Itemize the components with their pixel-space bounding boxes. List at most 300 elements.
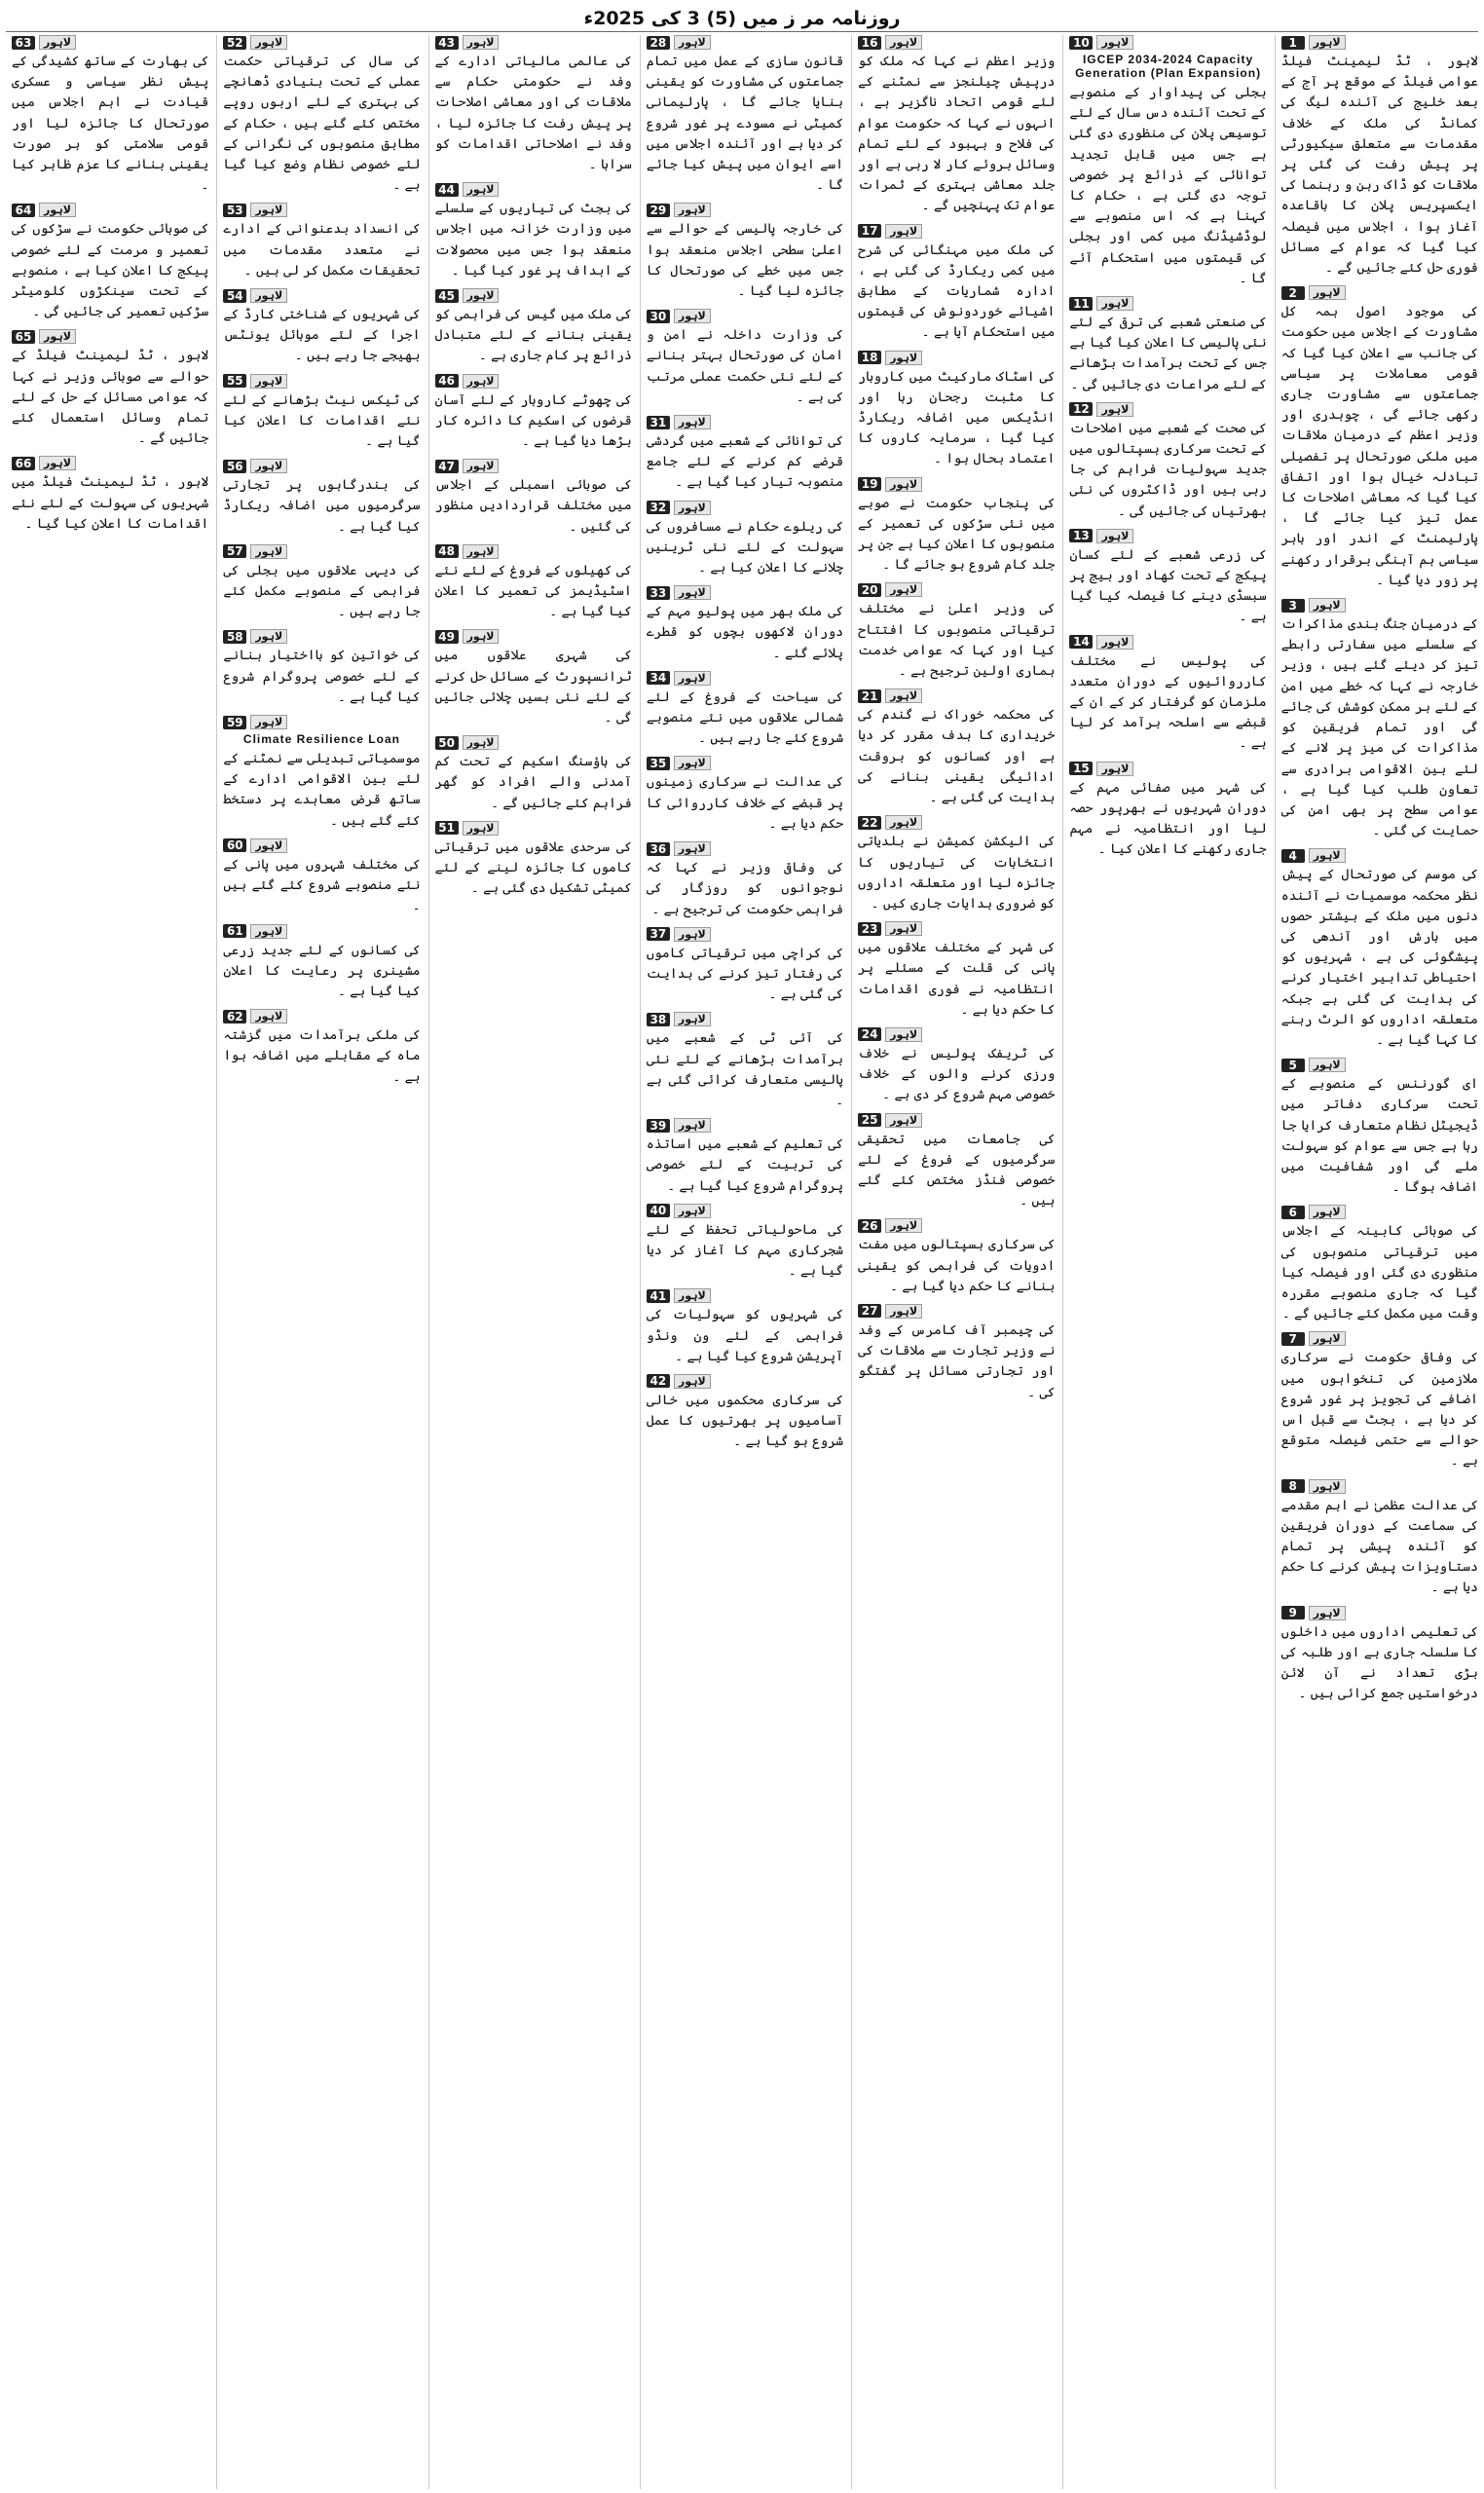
city-tag: لاہور: [463, 374, 500, 389]
news-body: کی عدالت نے سرکاری زمینوں پر قبضے کے خلاف کارروائی کا حکم دیا ہے ۔: [646, 774, 844, 832]
news-item: [1281, 1331, 1478, 1471]
news-body: کی بندرگاہوں پر تجارتی سرگرمیوں میں اضافہ ریکارڈ کیا گیا ہے ۔: [223, 477, 421, 535]
masthead: [6, 6, 1478, 32]
item-number-badge: 11: [1069, 297, 1093, 311]
item-number-badge: 57: [223, 544, 246, 558]
city-tag: لاہور: [674, 585, 711, 600]
news-body: کی بجٹ کی تیاریوں کے سلسلے میں وزارت خزانہ میں اجلاس منعقد ہوا جس میں محصولات کے اہداف پر غور کیا گیا ۔: [434, 201, 632, 279]
item-number-badge: 39: [647, 1119, 670, 1133]
news-item-header: [858, 921, 1055, 936]
city-tag: لاہور: [250, 924, 287, 939]
city-tag: لاہور: [674, 1288, 711, 1303]
news-body: کی وزیر اعلیٰ نے مختلف ترقیاتی منصوبوں کا افتتاح کیا اور کہا کہ عوامی خدمت ہماری اولین ترجیح ہے ۔: [858, 601, 1056, 680]
news-body: بجلی کی پیداوار کے منصوبے کے تحت آئندہ دس سال کے لئے توسیعی پلان کی منظوری دی گئی ہے جس میں قابل تجدید توانائی کے ذرائع پر خصوصی توجہ دی گئی ہے ، حکام کا کہنا ہے کہ اس منصوبے سے لوڈشیڈنگ میں کمی اور بجلی کی قیمتوں میں استحکام آئے گا ۔: [1069, 85, 1267, 286]
news-item: [1281, 1058, 1478, 1198]
news-item: [1069, 762, 1266, 861]
news-item: [647, 203, 843, 302]
city-tag: لاہور: [1096, 402, 1133, 417]
news-body: کی بھارت کے ساتھ کشیدگی کے پیش نظر سیاسی و عسکری قیادت نے اہم اجلاس میں صورتحال کا جائزہ لیا اور قومی سلامتی کو ہر صورت یقینی بنانے کا عزم ظاہر کیا ۔: [12, 54, 209, 194]
news-item: [858, 815, 1055, 914]
news-body: کی مختلف شہروں میں پانی کے نئے منصوبے شروع کئے گئے ہیں ۔: [223, 856, 421, 914]
item-number-badge: 19: [858, 477, 881, 491]
item-number-badge: 43: [435, 36, 459, 50]
news-column: [640, 35, 843, 2489]
city-tag: لاہور: [463, 288, 500, 303]
news-item: [223, 203, 420, 281]
news-item-header: [1069, 296, 1266, 311]
city-tag: لاہور: [463, 182, 500, 197]
city-tag: لاہور: [674, 1374, 711, 1389]
city-tag: لاہور: [1096, 296, 1133, 311]
item-number-badge: 58: [223, 630, 246, 644]
item-number-badge: 9: [1281, 1606, 1305, 1619]
city-tag: لاہور: [1309, 1606, 1346, 1620]
news-item-header: [1069, 635, 1266, 650]
news-column: [6, 35, 208, 2489]
news-body: کی ہاؤسنگ اسکیم کے تحت کم آمدنی والے افراد کو گھر فراہم کئے جائیں گے ۔: [434, 754, 632, 811]
item-number-badge: 42: [647, 1374, 670, 1388]
item-number-badge: 62: [223, 1010, 246, 1023]
item-number-badge: 40: [647, 1204, 670, 1217]
news-body: کی سیاحت کے فروغ کے لئے شمالی علاقوں میں نئے منصوبے شروع کئے جا رہے ہیں ۔: [646, 688, 844, 747]
news-body: کی صحت کے شعبے میں اصلاحات کے تحت سرکاری ہسپتالوں میں جدید سہولیات فراہم کی جا رہی ہیں اور ڈاکٹروں کی نئی بھرتیاں کی جائیں گی ۔: [1069, 420, 1267, 519]
news-item-header: [12, 456, 208, 470]
item-number-badge: 65: [12, 330, 35, 344]
news-item: [1281, 35, 1478, 279]
news-item-header: [1069, 402, 1266, 417]
news-item-header: [435, 288, 632, 303]
news-item-header: [647, 756, 843, 770]
news-item-header: [223, 715, 420, 729]
news-item-header: [223, 1009, 420, 1023]
city-tag: لاہور: [1096, 529, 1133, 543]
news-item: [647, 585, 843, 664]
news-item: [12, 35, 208, 196]
news-item: [647, 1118, 843, 1197]
item-number-badge: 20: [858, 583, 881, 597]
news-item: [858, 1113, 1055, 1212]
city-tag: لاہور: [250, 1009, 287, 1023]
item-number-badge: 54: [223, 289, 246, 303]
city-tag: لاہور: [885, 921, 922, 936]
city-tag: لاہور: [885, 1218, 922, 1233]
news-item-header: [435, 459, 632, 473]
news-item-header: [1281, 1606, 1478, 1620]
news-body: کی کراچی میں ترقیاتی کاموں کی رفتار تیز کرنے کی ہدایت کی گئی ہے ۔: [646, 945, 844, 1003]
news-item-header: [1281, 1331, 1478, 1346]
city-tag: لاہور: [1309, 35, 1346, 50]
item-number-badge: 5: [1281, 1059, 1305, 1072]
news-item-header: [1281, 1479, 1478, 1494]
city-tag: لاہور: [1309, 285, 1346, 300]
city-tag: لاہور: [674, 203, 711, 217]
news-body: کی وفاقی وزیر نے کہا کہ نوجوانوں کو روزگار کی فراہمی حکومت کی ترجیح ہے ۔: [646, 860, 844, 917]
item-number-badge: 35: [647, 757, 670, 770]
news-item: [1281, 848, 1478, 1051]
news-item: [435, 544, 632, 623]
news-item: [858, 688, 1055, 808]
news-body: کی چھوٹے کاروبار کے لئے آسان قرضوں کی اسکیم کا دائرہ کار بڑھا دیا گیا ہے ۔: [434, 391, 632, 450]
item-number-badge: 22: [858, 816, 881, 830]
item-number-badge: 47: [435, 460, 459, 473]
news-item-header: [1069, 529, 1266, 543]
news-item: [223, 459, 420, 538]
city-tag: لاہور: [885, 35, 922, 50]
news-body: کی دیہی علاقوں میں بجلی کی فراہمی کے منصوبے مکمل کئے جا رہے ہیں ۔: [223, 562, 421, 620]
news-item: [435, 35, 632, 175]
city-tag: لاہور: [674, 309, 711, 323]
news-item-header: [858, 1113, 1055, 1128]
news-body: کی شہر میں صفائی مہم کے دوران شہریوں نے بھرپور حصہ لیا اور انتظامیہ نے مہم جاری رکھنے کا اعلان کیا ۔: [1069, 779, 1267, 858]
news-item: [858, 582, 1055, 682]
news-item-header: [647, 1118, 843, 1133]
news-body: کی ملک میں مہنگائی کی شرح میں کمی ریکارڈ کی گئی ہے ، ادارہ شماریات کے مطابق اشیائے خوردونوش کی قیمتوں میں استحکام آیا ہے ۔: [858, 242, 1056, 341]
news-body: کی شہری علاقوں میں ٹرانسپورٹ کے مسائل حل کرنے کے لئے نئی بسیں چلائی جائیں گی ۔: [434, 648, 632, 726]
city-tag: لاہور: [1309, 1205, 1346, 1219]
city-tag: لاہور: [1096, 635, 1133, 650]
news-item: [647, 841, 843, 920]
highlight-text: Climate Resilience Loan: [242, 732, 400, 747]
item-number-badge: 3: [1281, 599, 1305, 613]
item-number-badge: 52: [223, 36, 246, 50]
news-body: کی موجود اصول ہمہ کل مشاورت کے اجلاس میں حکومت کی جانب سے اعلان کیا گیا کہ قومی معاملات پر سیاسی جماعتوں سے مشاورت جاری رکھی جائے گی ، چوہدری اور وزیر اعظم کے درمیان ملاقات میں ملکی صورتحال پر تفصیلی تبادلہ خیال ہوا اور اتفاق کیا گیا کہ معاشی اصلاحات کا عمل تیز کیا جائے گا ، پارلیمنٹ کے اندر اور باہر سیاسی ہم آہنگی برقرار رکھنے پر زور دیا گیا ۔: [1280, 304, 1478, 588]
news-item-header: [1281, 848, 1478, 863]
news-item: [1069, 635, 1266, 755]
news-item-header: [858, 815, 1055, 830]
item-number-badge: 64: [12, 204, 35, 217]
news-item-header: [12, 203, 208, 217]
city-tag: لاہور: [674, 1204, 711, 1218]
news-item-header: [647, 415, 843, 429]
news-body: کی سرحدی علاقوں میں ترقیاتی کاموں کا جائزہ لینے کے لئے کمیٹی تشکیل دی گئی ہے ۔: [434, 838, 632, 897]
item-number-badge: 59: [223, 716, 246, 729]
news-item-header: [435, 374, 632, 389]
news-item-header: [858, 1027, 1055, 1042]
city-tag: لاہور: [39, 35, 76, 50]
news-item: [858, 921, 1055, 1021]
news-body: کی وفاقی حکومت نے سرکاری ملازمین کی تنخواہوں میں اضافے کی تجویز پر غور شروع کر دیا ہے ، بجٹ سے قبل اس حوالے سے حتمی فیصلہ متوقع ہے ۔: [1280, 1350, 1478, 1470]
news-item-header: [1069, 762, 1266, 776]
news-item: [435, 735, 632, 814]
item-number-badge: 61: [223, 924, 246, 938]
news-item-header: [647, 501, 843, 515]
news-body: لاہور ، ٹڈ لیمینٹ فیلڈ میں شہریوں کی سہولت کے لئے نئے اقدامات کا اعلان کیا گیا ۔: [12, 474, 209, 532]
news-item: [647, 1288, 843, 1367]
news-item: [858, 1027, 1055, 1106]
news-body: کی عالمی مالیاتی ادارے کے وفد نے حکومتی حکام سے ملاقات کی اور معاشی اصلاحات پر پیش رفت کا جائزہ لیا ، وفد نے اصلاحاتی اقدامات کو سراہا ۔: [434, 54, 632, 173]
item-number-badge: 12: [1069, 402, 1093, 416]
news-item-header: [435, 35, 632, 50]
news-body: کی توانائی کے شعبے میں گردشی قرضے کم کرنے کے لئے جامع منصوبہ تیار کیا گیا ہے ۔: [646, 433, 844, 491]
news-item-header: [1281, 598, 1478, 613]
news-column: [1275, 35, 1478, 2489]
item-number-badge: 45: [435, 289, 459, 303]
news-item-header: [858, 582, 1055, 597]
news-item: [435, 288, 632, 367]
city-tag: لاہور: [250, 838, 287, 853]
city-tag: لاہور: [463, 735, 500, 750]
news-item-header: [647, 35, 843, 50]
news-item: [647, 671, 843, 750]
city-tag: لاہور: [1096, 35, 1133, 50]
city-tag: لاہور: [250, 35, 287, 50]
city-tag: لاہور: [674, 927, 711, 942]
news-item: [223, 288, 420, 367]
news-item-header: [647, 1374, 843, 1389]
item-number-badge: 26: [858, 1219, 881, 1233]
news-item-header: [223, 459, 420, 473]
item-number-badge: 1: [1281, 36, 1305, 50]
news-item-header: [1281, 35, 1478, 50]
item-number-badge: 44: [435, 183, 459, 197]
city-tag: لاہور: [674, 841, 711, 856]
news-body: لاہور ، ٹڈ لیمینٹ فیلڈ کے حوالے سے صوبائی وزیر نے کہا کہ عوامی مسائل کے حل کے لئے تمام وسائل استعمال کئے جائیں گے ۔: [12, 348, 209, 447]
news-body: کی شہر کے مختلف علاقوں میں پانی کی قلت کے مسئلے پر انتظامیہ نے فوری اقدامات کا حکم دیا ہے ۔: [858, 940, 1056, 1018]
news-item-header: [647, 1204, 843, 1218]
item-number-badge: 13: [1069, 529, 1093, 542]
item-number-badge: 21: [858, 689, 881, 703]
news-item-header: [223, 374, 420, 389]
item-number-badge: 49: [435, 630, 459, 644]
news-body: کے درمیان جنگ بندی مذاکرات کے سلسلے میں سفارتی رابطے تیز کر دیئے گئے ہیں ، وزیر خارجہ نے کہا کہ خطے میں امن کے لئے ہر ممکن کوشش کی جائے گی اور تمام فریقین کو مذاکرات کی میز پر لانے کے لئے بین الاقوامی برادری سے تعاون طلب کیا گیا ہے ، عوامی سطح پر بھی امن کی حمایت کی گئی ۔: [1280, 616, 1478, 839]
news-item-header: [858, 224, 1055, 239]
item-number-badge: 16: [858, 36, 881, 50]
city-tag: لاہور: [463, 544, 500, 559]
item-number-badge: 60: [223, 838, 246, 852]
city-tag: لاہور: [885, 688, 922, 703]
news-body: کی ٹیکس نیٹ بڑھانے کے لئے نئے اقدامات کا اعلان کیا گیا ہے ۔: [223, 391, 421, 450]
news-item-header: [647, 1012, 843, 1026]
news-item: [858, 477, 1055, 577]
news-body: کی ملکی برآمدات میں گزشتہ ماہ کے مقابلے میں اضافہ ہوا ہے ۔: [223, 1027, 421, 1085]
item-number-badge: 34: [647, 671, 670, 685]
news-item: [12, 456, 208, 535]
news-body: کی صوبائی حکومت نے سڑکوں کی تعمیر و مرمت کے لئے خصوصی پیکج کا اعلان کیا ہے ، منصوبے کے تحت سینکڑوں کلومیٹر سڑکیں تعمیر کی جائیں گی ۔: [12, 221, 209, 320]
news-item-header: [858, 1304, 1055, 1319]
news-body: وزیر اعظم نے کہا کہ ملک کو درپیش چیلنجز سے نمٹنے کے لئے قومی اتحاد ناگزیر ہے ، انہوں نے کہا کہ حکومت عوام کی فلاح و بہبود کے لئے تمام وسائل بروئے کار لا رہی ہے اور جلد معاشی بہتری کے ثمرات عوام تک پہنچیں گے ۔: [858, 54, 1056, 214]
city-tag: لاہور: [885, 477, 922, 492]
news-body: کی شہریوں کے شناختی کارڈ کے اجرا کے لئے موبائل یونٹس بھیجے جا رہے ہیں ۔: [223, 307, 421, 364]
news-item: [647, 1204, 843, 1283]
item-number-badge: 38: [647, 1013, 670, 1026]
news-item-header: [647, 309, 843, 323]
city-tag: لاہور: [674, 415, 711, 429]
city-tag: لاہور: [885, 1304, 922, 1319]
news-item-header: [223, 35, 420, 50]
city-tag: لاہور: [463, 459, 500, 473]
news-body: کی پنجاب حکومت نے صوبے میں نئی سڑکوں کی تعمیر کے منصوبوں کا اعلان کیا ہے جن پر جلد کام شروع ہو جائے گا ۔: [858, 495, 1056, 574]
news-item: [223, 374, 420, 453]
city-tag: لاہور: [250, 288, 287, 303]
news-item: [647, 927, 843, 1006]
news-body: کی تعلیم کے شعبے میں اساتذہ کی تربیت کے لئے خصوصی پروگرام شروع کیا گیا ہے ۔: [646, 1136, 844, 1194]
city-tag: لاہور: [674, 1012, 711, 1026]
item-number-badge: 10: [1069, 36, 1093, 50]
item-number-badge: 53: [223, 204, 246, 217]
news-item: [1281, 598, 1478, 841]
news-item: [1281, 285, 1478, 591]
item-number-badge: 29: [647, 204, 670, 217]
news-item: [223, 1009, 420, 1088]
news-item-header: [1281, 285, 1478, 300]
news-column: [428, 35, 632, 2489]
item-number-badge: 36: [647, 842, 670, 856]
item-number-badge: 25: [858, 1113, 881, 1127]
city-tag: لاہور: [674, 1118, 711, 1133]
news-item-header: [435, 544, 632, 559]
item-number-badge: 30: [647, 310, 670, 323]
news-body: کی ٹریفک پولیس نے خلاف ورزی کرنے والوں کے خلاف خصوصی مہم شروع کر دی ہے ۔: [858, 1045, 1056, 1103]
news-item-header: [435, 735, 632, 750]
item-number-badge: 18: [858, 351, 881, 364]
city-tag: لاہور: [674, 671, 711, 686]
news-item-header: [858, 351, 1055, 365]
news-body: قانون سازی کے عمل میں تمام جماعتوں کی مشاورت کو یقینی بنایا جائے گا ، پارلیمانی کمیٹی نے مسودے پر غور شروع کر دیا ہے اور آئندہ اجلاس میں اسے ایوان میں پیش کیا جائے گا ۔: [646, 54, 844, 194]
city-tag: لاہور: [885, 1113, 922, 1128]
news-item: [435, 182, 632, 281]
item-number-badge: 48: [435, 544, 459, 558]
news-item: [435, 459, 632, 538]
news-body: کی الیکشن کمیشن نے بلدیاتی انتخابات کی تیاریوں کا جائزہ لیا اور متعلقہ اداروں کو ضروری ہدایات جاری کیں ۔: [858, 834, 1056, 912]
news-body: کی کسانوں کے لئے جدید زرعی مشینری پر رعایت کا اعلان کیا گیا ہے ۔: [223, 942, 421, 999]
news-item: [1281, 1479, 1478, 1599]
news-body: کی چیمبر آف کامرس کے وفد نے وزیر تجارت سے ملاقات کی اور تجارتی مسائل پر گفتگو کی ۔: [858, 1321, 1056, 1400]
item-number-badge: 41: [647, 1289, 670, 1303]
news-body: کی موسم کی صورتحال کے پیش نظر محکمہ موسمیات نے آئندہ دنوں میں ملک کے بیشتر حصوں میں بارش اور آندھی کی پیشگوئی کی ہے ، شہریوں کو احتیاطی تدابیر اختیار کرنے کی ہدایت کی گئی ہے جبکہ متعلقہ اداروں کو الرٹ رہنے کا کہا گیا ہے ۔: [1280, 867, 1478, 1048]
news-body: کی محکمہ خوراک نے گندم کی خریداری کا ہدف مقرر کر دیا ہے اور کسانوں کو بروقت ادائیگی یقینی بنانے کی ہدایت کی گئی ہے ۔: [858, 707, 1056, 806]
item-number-badge: 37: [647, 927, 670, 941]
news-item-header: [223, 544, 420, 559]
city-tag: لاہور: [250, 374, 287, 389]
news-item-header: [223, 288, 420, 303]
news-item: [858, 224, 1055, 344]
news-item: [1069, 35, 1266, 289]
news-item: [647, 309, 843, 408]
news-item-header: [223, 838, 420, 853]
news-body: کی زرعی شعبے کے لئے کسان پیکج کے تحت کھاد اور بیج پر سبسڈی دینے کا فیصلہ کیا گیا ہے ۔: [1069, 546, 1267, 625]
news-item: [1281, 1205, 1478, 1324]
item-number-badge: 66: [12, 457, 35, 470]
news-item: [223, 629, 420, 708]
news-item: [1069, 529, 1266, 628]
news-item-header: [858, 477, 1055, 492]
news-body: لاہور ، ٹڈ لیمینٹ فیلڈ عوامی فیلڈ کے موقع پر آج کے بعد خلیج کی آئندہ لیگ کی کمانڈ کی ملک کے خلاف مقدمات سے متعلق سیکیورٹی پر پیش رفت کی گئی پر ملاقات کو ڈاک رہن و رہنما کی ایکسپریس پلان کا باقاعدہ آغاز ہوا ، اجلاس میں فیصلہ کیا گیا کہ عوام کے مسائل فوری حل کئے جائیں گے ۔: [1280, 54, 1478, 277]
news-body: کی عدالت عظمیٰ نے اہم مقدمے کی سماعت کے دوران فریقین کو آئندہ پیشی پر تمام دستاویزات پیش کرنے کا حکم دیا ہے ۔: [1280, 1497, 1478, 1596]
dateline: روزنامہ مر ز میں (5) 3 کی 2025ء: [583, 8, 901, 29]
item-number-badge: 32: [647, 501, 670, 514]
city-tag: لاہور: [674, 35, 711, 50]
news-body: کی ملک بھر میں پولیو مہم کے دوران لاکھوں بچوں کو قطرے پلائے گئے ۔: [646, 604, 844, 661]
item-number-badge: 63: [12, 36, 35, 50]
item-number-badge: 55: [223, 374, 246, 388]
news-item-header: [1281, 1058, 1478, 1072]
news-item-header: [647, 841, 843, 856]
city-tag: لاہور: [885, 224, 922, 239]
news-body: کی جامعات میں تحقیقی سرگرمیوں کے فروغ کے لئے خصوصی فنڈز مختص کئے گئے ہیں ۔: [858, 1131, 1056, 1209]
city-tag: لاہور: [39, 203, 76, 217]
news-item-header: [1069, 35, 1266, 50]
city-tag: لاہور: [885, 1027, 922, 1042]
news-item: [858, 1304, 1055, 1403]
city-tag: لاہور: [674, 756, 711, 770]
news-item-header: [12, 329, 208, 344]
news-body: کی صوبائی اسمبلی کے اجلاس میں مختلف قراردادیں منظور کی گئیں ۔: [434, 477, 632, 535]
item-number-badge: 6: [1281, 1206, 1305, 1219]
news-body: کی اسٹاک مارکیٹ میں کاروبار کا مثبت رجحان رہا اور انڈیکس میں اضافہ ریکارڈ کیا گیا ، سرمایہ کاروں کا اعتماد بحال ہوا ۔: [858, 368, 1056, 467]
city-tag: لاہور: [463, 629, 500, 644]
news-item-header: [223, 203, 420, 217]
city-tag: لاہور: [1309, 848, 1346, 863]
item-number-badge: 28: [647, 36, 670, 50]
city-tag: لاہور: [39, 456, 76, 470]
item-number-badge: 2: [1281, 286, 1305, 300]
item-number-badge: 7: [1281, 1332, 1305, 1346]
item-number-badge: 31: [647, 416, 670, 429]
item-number-badge: 23: [858, 922, 881, 936]
item-number-badge: 14: [1069, 635, 1093, 649]
news-item-header: [858, 688, 1055, 703]
city-tag: لاہور: [463, 821, 500, 836]
news-item-header: [858, 1218, 1055, 1233]
news-item: [647, 756, 843, 835]
news-column: [851, 35, 1055, 2489]
news-item-header: [435, 821, 632, 836]
city-tag: لاہور: [39, 329, 76, 344]
news-column: [216, 35, 420, 2489]
news-body: کی وزارت داخلہ نے امن و امان کی صورتحال بہتر بنانے کے لئے نئی حکمت عملی مرتب کی ہے ۔: [646, 327, 844, 405]
city-tag: لاہور: [885, 351, 922, 365]
news-item: [435, 821, 632, 900]
news-body: کی سرکاری محکموں میں خالی آسامیوں پر بھرتیوں کا عمل شروع ہو گیا ہے ۔: [646, 1392, 844, 1450]
news-item: [1069, 402, 1266, 522]
news-body: کی پولیس نے مختلف کارروائیوں کے دوران متعدد ملزمان کو گرفتار کر کے ان کے قبضے سے اسلحہ برآمد کر لیا ہے ۔: [1069, 652, 1267, 752]
news-body: کی کھیلوں کے فروغ کے لئے نئے اسٹیڈیمز کی تعمیر کا اعلان کیا گیا ہے ۔: [434, 562, 632, 620]
item-number-badge: 51: [435, 821, 459, 835]
news-item: [858, 351, 1055, 470]
city-tag: لاہور: [885, 815, 922, 830]
news-item: [647, 1374, 843, 1453]
news-body: کی صوبائی کابینہ کے اجلاس میں ترقیاتی منصوبوں کی منظوری دی گئی اور فیصلہ کیا گیا کہ جاری منصوبے مقررہ وقت میں مکمل کئے جائیں گے ۔: [1280, 1223, 1478, 1322]
news-body: کی ماحولیاتی تحفظ کے لئے شجرکاری مہم کا آغاز کر دیا گیا ہے ۔: [646, 1221, 844, 1280]
news-item: [1281, 1606, 1478, 1705]
news-item: [223, 544, 420, 623]
item-number-badge: 24: [858, 1027, 881, 1041]
city-tag: لاہور: [250, 715, 287, 729]
city-tag: لاہور: [1309, 1058, 1346, 1072]
highlight-text: IGCEP 2034-2024 Capacity Generation (Plan Expansion): [1075, 53, 1262, 80]
item-number-badge: 33: [647, 586, 670, 600]
news-item: [12, 203, 208, 322]
news-column: [1062, 35, 1266, 2489]
item-number-badge: 50: [435, 736, 459, 750]
news-body: کی خواتین کو بااختیار بنانے کے لئے خصوصی پروگرام شروع کیا گیا ہے ۔: [223, 648, 421, 705]
city-tag: لاہور: [1096, 762, 1133, 776]
news-item: [435, 374, 632, 453]
news-item: [647, 35, 843, 196]
news-item: [647, 415, 843, 494]
news-item-header: [647, 671, 843, 686]
news-body: کی آئی ٹی کے شعبے میں برآمدات بڑھانے کے لئے نئی پالیسی متعارف کرائی گئی ہے ۔: [646, 1030, 844, 1108]
news-body: کی سال کی ترقیاتی حکمت عملی کے تحت بنیادی ڈھانچے کی بہتری کے لئے اربوں روپے مختص کئے گئے ہیں ، حکام کے مطابق منصوبوں کی نگرانی کے لئے خصوصی نظام وضع کیا گیا ہے ۔: [223, 54, 421, 194]
news-item-header: [223, 629, 420, 644]
item-number-badge: 46: [435, 374, 459, 388]
news-body: کی ریلوے حکام نے مسافروں کی سہولت کے لئے نئی ٹرینیں چلانے کا اعلان کیا ہے ۔: [646, 518, 844, 577]
news-columns: [6, 35, 1478, 2489]
news-body: کی شہریوں کو سہولیات کی فراہمی کے لئے ون ونڈو آپریشن شروع کیا گیا ہے ۔: [646, 1307, 844, 1364]
item-number-badge: 27: [858, 1304, 881, 1318]
news-item-header: [647, 585, 843, 600]
news-body: کی سرکاری ہسپتالوں میں مفت ادویات کی فراہمی کو یقینی بنانے کا حکم دیا گیا ہے ۔: [858, 1237, 1056, 1294]
